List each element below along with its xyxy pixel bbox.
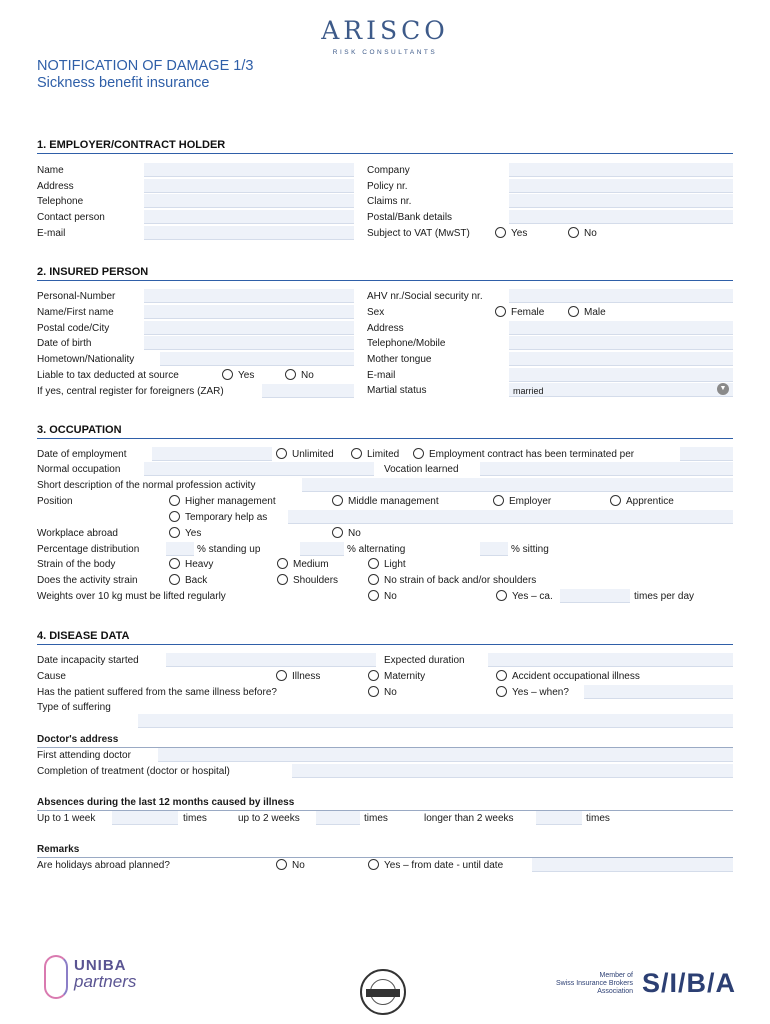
- label-personal-number: Personal-Number: [37, 291, 116, 302]
- label-weights: Weights over 10 kg must be lifted regularly: [37, 591, 226, 602]
- label-first-doctor: First attending doctor: [37, 750, 131, 761]
- form-title: [37, 58, 253, 92]
- insured-email-field[interactable]: [509, 368, 733, 382]
- doctor-address-heading: Doctor's address: [37, 733, 733, 748]
- holidays-yes-radio[interactable]: Yes – from date - until date: [368, 859, 503, 872]
- first-doctor-field[interactable]: [158, 748, 733, 762]
- weights-no-radio[interactable]: No: [368, 590, 397, 603]
- label-vocation: Vocation learned: [384, 464, 459, 475]
- ahv-field[interactable]: [509, 289, 733, 303]
- label-date-incapacity: Date incapacity started: [37, 655, 139, 666]
- dropdown-arrow-icon[interactable]: ▼: [717, 383, 729, 395]
- association-seal-icon: [360, 969, 406, 1015]
- label-times-per-day: times per day: [634, 591, 695, 602]
- same-illness-when-field[interactable]: [584, 685, 733, 699]
- standing-percent-field[interactable]: [166, 542, 194, 556]
- higher-management-radio[interactable]: Higher management: [169, 495, 276, 508]
- uniba-name: UNIBA: [74, 957, 127, 974]
- label-dob: Date of birth: [37, 338, 92, 349]
- uniba-partners-text: partners: [74, 972, 137, 991]
- longer-2-weeks-field[interactable]: [536, 811, 582, 825]
- label-position: Position: [37, 496, 73, 507]
- vat-yes-radio[interactable]: Yes: [495, 227, 527, 240]
- strain-light-radio[interactable]: Light: [368, 558, 406, 571]
- label-marital: Martial status: [367, 385, 427, 396]
- temporary-help-radio[interactable]: Temporary help as: [169, 511, 267, 524]
- employer-radio[interactable]: Employer: [493, 495, 551, 508]
- limited-radio[interactable]: Limited: [351, 448, 399, 461]
- date-employment-field[interactable]: [152, 447, 272, 461]
- label-insured-email: E-mail: [367, 370, 396, 381]
- section-employer-heading: 1. EMPLOYER/CONTRACT HOLDER: [37, 138, 733, 154]
- same-illness-yes-radio[interactable]: Yes – when?: [496, 686, 569, 699]
- label-short-description: Short description of the normal profession activity: [37, 480, 256, 491]
- holidays-no-radio[interactable]: No: [276, 859, 305, 872]
- normal-occupation-field[interactable]: [144, 462, 374, 476]
- terminated-radio[interactable]: Employment contract has been terminated per: [413, 448, 634, 461]
- employer-email-field[interactable]: [144, 226, 354, 240]
- zar-field[interactable]: [262, 384, 354, 398]
- label-activity-strain: Does the activity strain: [37, 575, 138, 586]
- label-strain-body: Strain of the body: [37, 559, 116, 570]
- label-address: Address: [37, 181, 74, 192]
- cause-maternity-radio[interactable]: Maternity: [368, 670, 425, 683]
- strain-back-radio[interactable]: Back: [169, 574, 207, 587]
- insured-address-field[interactable]: [509, 321, 733, 335]
- label-expected-duration: Expected duration: [384, 655, 465, 666]
- label-email: E-mail: [37, 228, 66, 239]
- label-up-to-2-weeks: up to 2 weeks: [238, 813, 300, 824]
- company-field[interactable]: [509, 163, 733, 177]
- weights-yes-radio[interactable]: Yes – ca.: [496, 590, 553, 603]
- label-zar: If yes, central register for foreigners (ZAR): [37, 386, 224, 397]
- label-date-employment: Date of employment: [37, 449, 127, 460]
- vocation-field[interactable]: [480, 462, 733, 476]
- completion-field[interactable]: [292, 764, 733, 778]
- sex-male-radio[interactable]: Male: [568, 306, 606, 319]
- section-insured-heading: 2. INSURED PERSON: [37, 265, 733, 281]
- up-to-1-week-field[interactable]: [112, 811, 178, 825]
- arisco-logo: [0, 16, 770, 56]
- label-name-first: Name/First name: [37, 307, 114, 318]
- tel-mobile-field[interactable]: [509, 336, 733, 350]
- label-sex: Sex: [367, 307, 385, 318]
- abroad-no-radio[interactable]: No: [332, 527, 361, 540]
- date-incapacity-field[interactable]: [166, 653, 376, 667]
- label-tel-mobile: Telephone/Mobile: [367, 338, 446, 349]
- label-times-3: times: [586, 813, 610, 824]
- expected-duration-field[interactable]: [488, 653, 733, 667]
- policy-field[interactable]: [509, 179, 733, 193]
- apprentice-radio[interactable]: Apprentice: [610, 495, 674, 508]
- temporary-help-field[interactable]: [288, 510, 733, 524]
- liable-yes-radio[interactable]: Yes: [222, 369, 254, 382]
- label-postal-city: Postal code/City: [37, 323, 110, 334]
- label-times-2: times: [364, 813, 388, 824]
- weights-times-field[interactable]: [560, 589, 630, 603]
- personal-number-field[interactable]: [144, 289, 354, 303]
- strain-heavy-radio[interactable]: Heavy: [169, 558, 213, 571]
- logo-subtitle: RISK CONSULTANTS: [332, 49, 438, 56]
- label-alternating: % alternating: [347, 544, 406, 555]
- terminated-date-field[interactable]: [680, 447, 733, 461]
- label-mother-tongue: Mother tongue: [367, 354, 432, 365]
- label-insured-address: Address: [367, 323, 404, 334]
- section-occupation-heading: 3. OCCUPATION: [37, 423, 733, 439]
- liable-no-radio[interactable]: No: [285, 369, 314, 382]
- label-completion: Completion of treatment (doctor or hospital): [37, 766, 230, 777]
- label-policy: Policy nr.: [367, 181, 408, 192]
- uniba-mark-icon: [44, 955, 68, 999]
- label-name: Name: [37, 165, 64, 176]
- marital-status-value: married: [513, 386, 544, 396]
- label-longer-2-weeks: longer than 2 weeks: [424, 813, 514, 824]
- siba-member-text: Member of Swiss Insurance Brokers Association: [555, 972, 633, 995]
- employer-contact-field[interactable]: [144, 210, 354, 224]
- label-contact-person: Contact person: [37, 212, 105, 223]
- label-percentage: Percentage distribution: [37, 544, 140, 555]
- siba-logo: S/I/B/A: [642, 968, 737, 998]
- employer-name-field[interactable]: [144, 163, 354, 177]
- label-postal-bank: Postal/Bank details: [367, 212, 453, 223]
- type-suffering-field[interactable]: [138, 714, 733, 728]
- label-cause: Cause: [37, 671, 66, 682]
- strain-medium-radio[interactable]: Medium: [277, 558, 329, 571]
- same-illness-no-radio[interactable]: No: [368, 686, 397, 699]
- no-strain-radio[interactable]: No strain of back and/or shoulders: [368, 574, 536, 587]
- label-sitting: % sitting: [511, 544, 549, 555]
- label-workplace-abroad: Workplace abroad: [37, 528, 118, 539]
- absences-heading: Absences during the last 12 months caused by illness: [37, 796, 733, 811]
- mother-tongue-field[interactable]: [509, 352, 733, 366]
- postal-bank-field[interactable]: [509, 210, 733, 224]
- label-type-suffering: Type of suffering: [37, 702, 111, 713]
- sitting-percent-field[interactable]: [480, 542, 508, 556]
- cause-illness-radio[interactable]: Illness: [276, 670, 320, 683]
- label-company: Company: [367, 165, 410, 176]
- label-telephone: Telephone: [37, 196, 84, 207]
- label-same-illness: Has the patient suffered from the same illness before?: [37, 687, 277, 698]
- title-line-1: NOTIFICATION OF DAMAGE 1/3: [37, 58, 254, 74]
- hometown-field[interactable]: [160, 352, 354, 366]
- label-ahv: AHV nr./Social security nr.: [367, 291, 483, 302]
- label-times-1: times: [183, 813, 207, 824]
- dob-field[interactable]: [144, 336, 354, 350]
- holidays-dates-field[interactable]: [532, 858, 733, 872]
- employer-telephone-field[interactable]: [144, 194, 354, 208]
- up-to-2-weeks-field[interactable]: [316, 811, 360, 825]
- insured-name-field[interactable]: [144, 305, 354, 319]
- short-description-field[interactable]: [302, 478, 733, 492]
- employer-address-field[interactable]: [144, 179, 354, 193]
- postal-city-field[interactable]: [144, 321, 354, 335]
- section-disease-heading: 4. DISEASE DATA: [37, 629, 733, 645]
- claims-field[interactable]: [509, 194, 733, 208]
- middle-management-radio[interactable]: Middle management: [332, 495, 439, 508]
- label-holidays: Are holidays abroad planned?: [37, 860, 170, 871]
- label-hometown: Hometown/Nationality: [37, 354, 135, 365]
- abroad-yes-radio[interactable]: Yes: [169, 527, 201, 540]
- label-standing: % standing up: [197, 544, 261, 555]
- sex-female-radio[interactable]: Female: [495, 306, 544, 319]
- label-normal-occupation: Normal occupation: [37, 464, 121, 475]
- title-line-2: Sickness benefit insurance: [37, 75, 210, 91]
- label-vat: Subject to VAT (MwST): [367, 228, 470, 239]
- cause-accident-radio[interactable]: Accident occupational illness: [496, 670, 640, 683]
- logo-name: ARISCO: [321, 16, 449, 45]
- strain-shoulders-radio[interactable]: Shoulders: [277, 574, 338, 587]
- unlimited-radio[interactable]: Unlimited: [276, 448, 334, 461]
- alternating-percent-field[interactable]: [300, 542, 344, 556]
- remarks-heading: Remarks: [37, 843, 733, 858]
- label-liable-tax: Liable to tax deducted at source: [37, 370, 179, 381]
- label-up-to-1-week: Up to 1 week: [37, 813, 96, 824]
- vat-no-radio[interactable]: No: [568, 227, 597, 240]
- label-claims: Claims nr.: [367, 196, 412, 207]
